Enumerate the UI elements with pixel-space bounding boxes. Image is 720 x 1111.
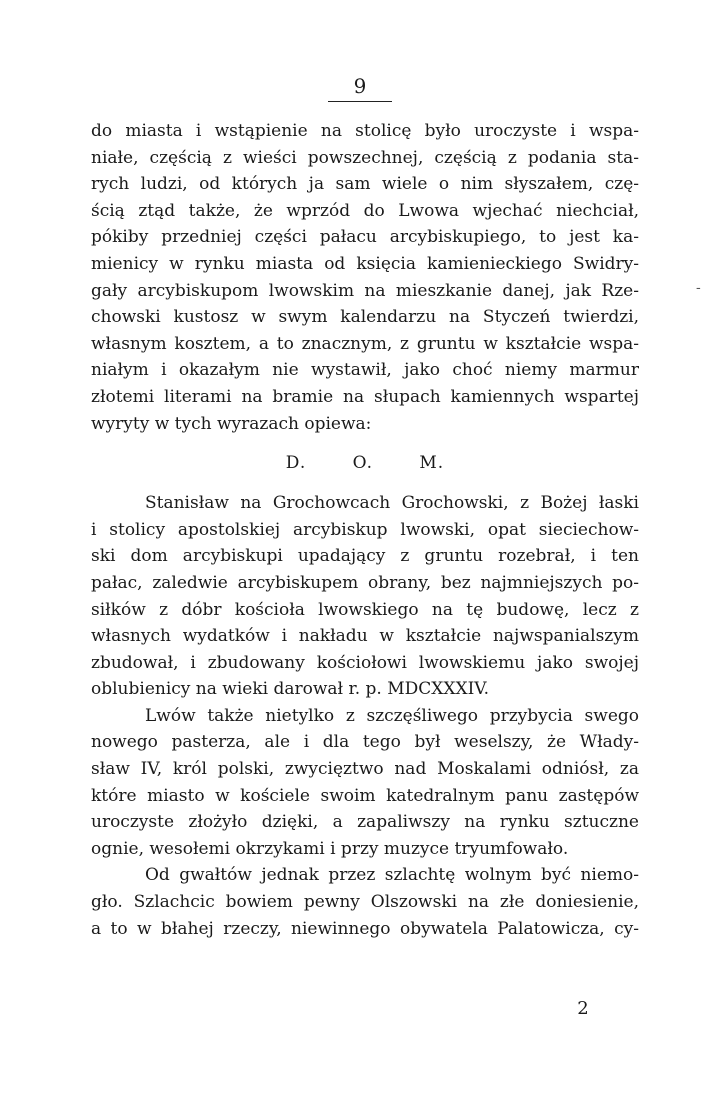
text-line: mienicy w rynku miasta od księcia kamienieckiego Swidry- <box>91 253 639 274</box>
text-line: rych ludzi, od których ja sam wiele o nim słyszałem, czę- <box>91 174 639 195</box>
body-text <box>91 118 639 942</box>
text-line: ścią ztąd także, że wprzód do Lwowa wjechać niechciał, <box>91 200 639 221</box>
text-line: i stolicy apostolskiej arcybiskup lwowski, opat sieciechow- <box>91 519 639 540</box>
text-line: do miasta i wstąpienie na stolicę było uroczyste i wspa- <box>91 121 639 141</box>
text-line: pałac, zaledwie arcybiskupem obrany, bez najmniejszych po- <box>91 572 639 593</box>
text-line: ski dom arcybiskupi upadający z gruntu rozebrał, i ten <box>91 546 639 567</box>
text-line: Od gwałtów jednak przez szlachtę wolnym być niemo- <box>145 865 639 886</box>
text-line: gło. Szlachcic bowiem pewny Olszowski na złe doniesienie, <box>91 892 639 913</box>
inscription-heading: D. O. M. <box>285 453 445 474</box>
text-line: ognie, wesołemi okrzykami i przy muzyce tryumfowało. <box>91 838 569 859</box>
margin-mark: - <box>696 280 701 296</box>
printer-signature-mark: 2 <box>577 998 589 1019</box>
text-line: własnych wydatków i nakładu w kształcie najwspanialszym <box>91 626 639 647</box>
page-number: 9 <box>353 74 367 98</box>
text-line: złotemi literami na bramie na słupach kamiennych wspartej <box>91 386 639 407</box>
text-line: które miasto w kościele swoim katedralnym panu zastępów <box>91 785 639 806</box>
text-line: chowski kustosz w swym kalendarzu na Styczeń twierdzi, <box>91 307 639 328</box>
text-line: niałe, częścią z wieści powszechnej, częścią z podania sta- <box>91 147 639 168</box>
text-line: siłków z dóbr kościoła lwowskiego na tę budowę, lecz z <box>91 599 639 620</box>
text-line: uroczyste złożyło dzięki, a zapaliwszy na rynku sztuczne <box>91 812 639 833</box>
text-line: wyryty w tych wyrazach opiewa: <box>91 413 372 434</box>
text-line: Stanisław na Grochowcach Grochowski, z Bożej łaski <box>145 493 639 514</box>
text-line: zbudował, i zbudowany kościołowi lwowskiemu jako swojej <box>91 652 639 673</box>
page-number-rule <box>328 101 392 102</box>
text-line: niałym i okazałym nie wystawił, jako choć niemy marmur <box>91 360 639 381</box>
text-line: sław IV, król polski, zwycięztwo nad Moskalami odniósł, za <box>91 759 639 780</box>
text-line: Lwów także nietylko z szczęśliwego przybycia swego <box>145 705 639 726</box>
paragraph <box>91 703 639 863</box>
text-line: oblubienicy na wieki darował r. p. MDCXXXIV. <box>91 679 489 700</box>
text-line: nowego pasterza, ale i dla tego był weselszy, że Włady- <box>91 732 639 753</box>
text-line: własnym kosztem, a to znacznym, z gruntu w kształcie wspa- <box>91 333 639 354</box>
paragraph <box>91 862 639 942</box>
paragraph <box>91 118 639 437</box>
text-line: pókiby przedniej części pałacu arcybiskupiego, to jest ka- <box>91 227 639 248</box>
paragraph <box>91 490 639 703</box>
text-line: a to w błahej rzeczy, niewinnego obywatela Palatowicza, cy- <box>91 918 639 939</box>
text-line: gały arcybiskupom lwowskim na mieszkanie danej, jak Rze- <box>91 280 639 301</box>
